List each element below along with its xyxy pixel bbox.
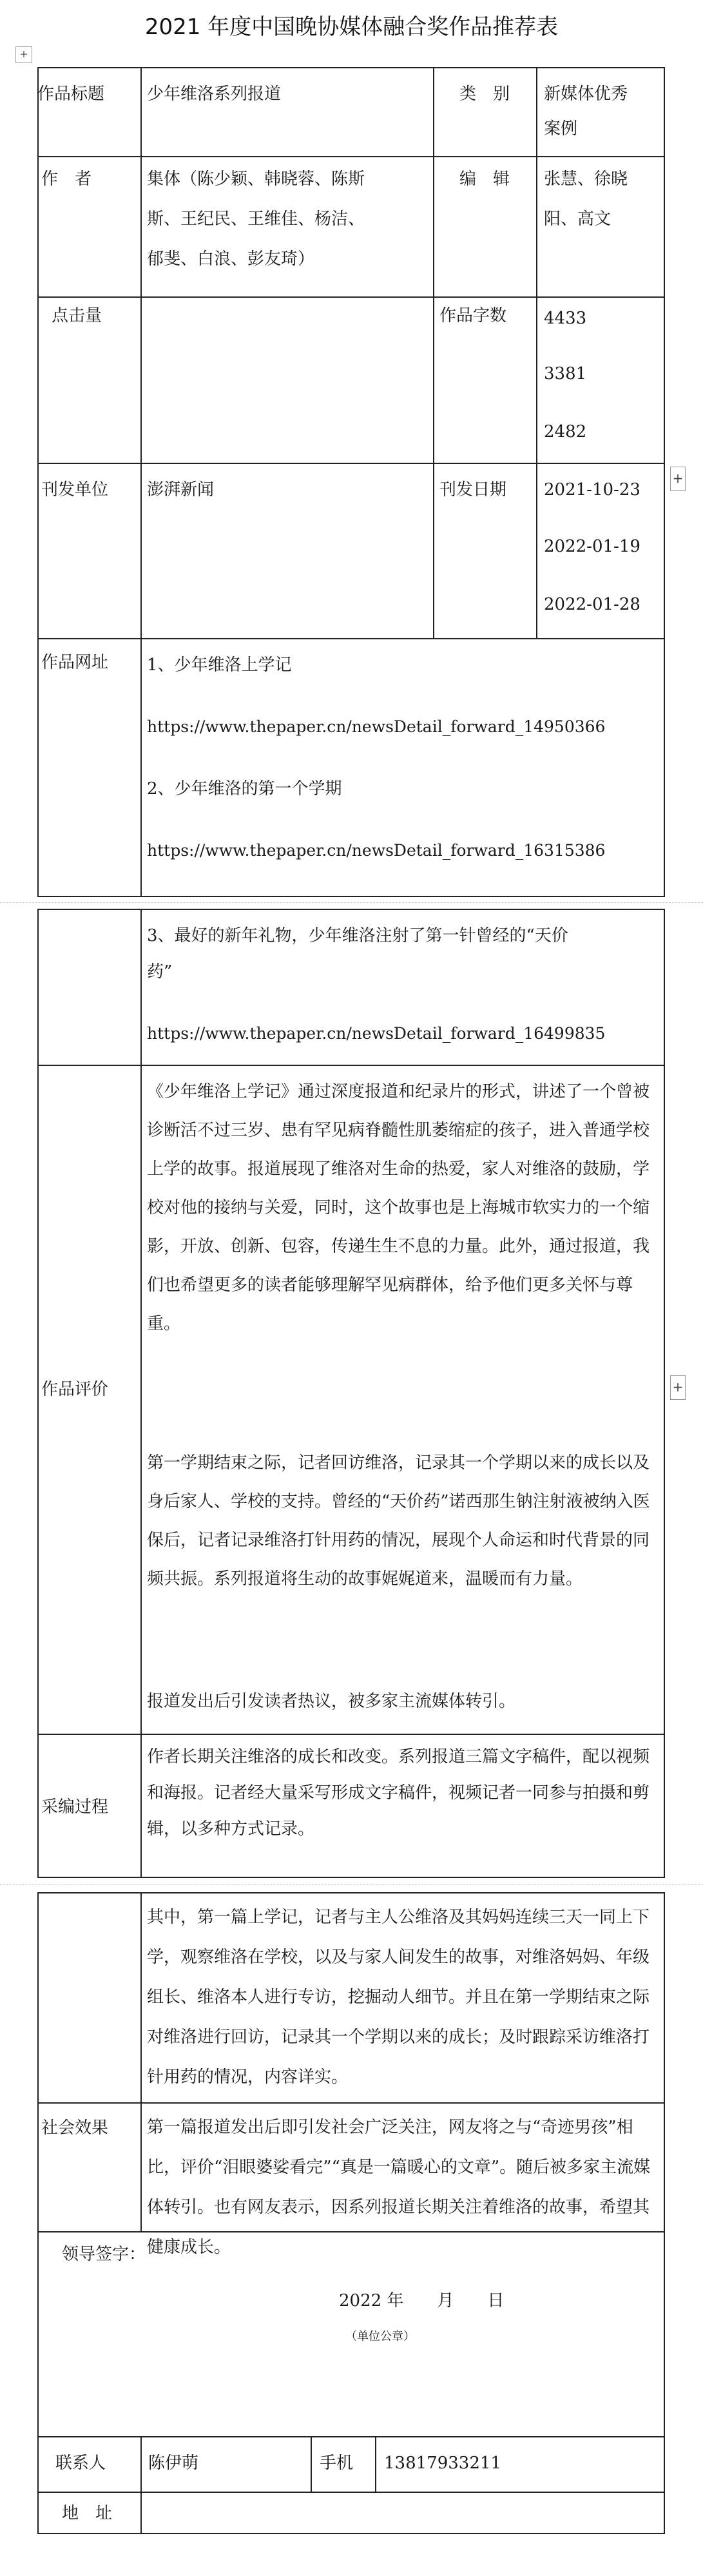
publisher-label: 刊发单位 [41,480,109,499]
title-value: 少年维洛系列报道 [147,84,282,104]
date-3: 2022-01-28 [544,595,640,614]
review-label: 作品评价 [41,1380,109,1399]
date-1: 2021-10-23 [544,480,640,499]
url-item1-link[interactable]: https://www.thepaper.cn/newsDetail_forward_14950366 [147,717,606,736]
contact-person-label: 联系人 [55,2454,106,2473]
clicks-label: 点击量 [52,306,102,325]
review-paragraph-2: 第一学期结束之际，记者回访维洛，记录其一个学期以来的成长以及身后家人、学校的支持。曾经的“天价药”诺西那生钠注射液被纳入医保后，记者记录维洛打针用药的情况，展现个人命运和时代背景的同频共振。系列报道将生动的故事娓娓道来，温暖而有力量。 [147,1453,650,1589]
process-paragraph-1: 作者长期关注维洛的成长和改变。系列报道三篇文字稿件，配以视频和海报。记者经大量采写形成文字稿件，视频记者一同参与拍摄和剪辑，以多种方式记录。 [147,1747,650,1839]
review-paragraph-1: 《少年维洛上学记》通过深度报道和纪录片的形式，讲述了一个曾被诊断活不过三岁、患有罕见病脊髓性肌萎缩症的孩子，进入普通学校上学的故事。报道展现了维洛对生命的热爱，家人对维洛的鼓励，学校对他的接纳与关爱，同时，这个故事也是上海城市软实力的一个缩影，开放、创新、包容，传递生生不息的力量。此外，通过报道，我们也希望更多的读者能够理解罕见病群体，给予他们更多关怀与尊重。 [147,1082,650,1333]
date-2: 2022-01-19 [544,537,640,556]
url-item1-title: 1、少年维洛上学记 [147,655,292,675]
wordcount-2: 3381 [544,364,587,383]
process-label: 采编过程 [41,1797,109,1817]
stamp-note: （单位公章） [345,2330,415,2343]
author-line1: 集体（陈少颖、韩晓蓉、陈斯 [147,169,365,189]
category-label: 类 别 [459,84,510,104]
add-row-icon-2[interactable]: + [670,1375,686,1400]
url-item3-title-line1: 3、最好的新年礼物，少年维洛注射了第一针曾经的“天价 [147,926,568,945]
url-item2-link[interactable]: https://www.thepaper.cn/newsDetail_forward_16315386 [147,841,606,860]
wordcount-label: 作品字数 [439,306,507,325]
url-label: 作品网址 [41,653,109,672]
editor-line2: 阳、高文 [544,209,612,229]
sign-date-line: 2022 年 月 日 [339,2291,505,2310]
url-item3-link[interactable]: https://www.thepaper.cn/newsDetail_forward_16499835 [147,1024,606,1043]
table-move-handle-icon[interactable]: + [15,46,32,63]
wordcount-1: 4433 [544,309,587,328]
phone-label: 手机 [320,2454,354,2473]
editor-line1: 张慧、徐晓 [544,169,628,189]
phone-value: 13817933211 [384,2454,501,2473]
effect-paragraph: 第一篇报道发出后即引发社会广泛关注，网友将之与“奇迹男孩”相比，评价“泪眼婆娑看完”“真是一篇暖心的文章”。随后被多家主流媒体转引。也有网友表示，因系列报道长期关注着维洛的故事，希望其健康成长。 [147,2118,651,2257]
publisher-value: 澎湃新闻 [147,480,215,499]
author-label: 作 者 [41,169,92,189]
effect-label: 社会效果 [41,2118,109,2138]
author-line2: 斯、王纪民、王维佳、杨洁、 [147,209,365,229]
editor-label: 编 辑 [459,169,510,189]
date-label: 刊发日期 [439,480,507,499]
author-line3: 郁斐、白浪、彭友琦） [147,249,315,269]
category-value-line2: 案例 [544,119,578,139]
contact-person-value: 陈伊萌 [148,2454,199,2473]
leader-sign-label: 领导签字： [62,2245,146,2264]
review-paragraph-3: 报道发出后引发读者热议，被多家主流媒体转引。 [147,1692,516,1711]
document-title: 2021 年度中国晚协媒体融合奖作品推荐表 [144,14,559,40]
title-label: 作品标题 [37,84,105,104]
url-item3-title-line2: 药” [147,962,173,982]
wordcount-3: 2482 [544,422,587,441]
category-value-line1: 新媒体优秀 [544,84,628,104]
address-label: 地 址 [62,2504,113,2523]
process-paragraph-2: 其中，第一篇上学记，记者与主人公维洛及其妈妈连续三天一同上下学，观察维洛在学校，以及与家人间发生的故事，对维洛妈妈、年级组长、维洛本人进行专访，挖掘动人细节。并且在第一学期结束之际对维洛进行回访，记录其一个学期以来的成长；及时跟踪采访维洛打针用药的情况，内容详实。 [147,1908,650,2087]
add-row-icon[interactable]: + [670,467,686,491]
url-item2-title: 2、少年维洛的第一个学期 [147,779,342,799]
